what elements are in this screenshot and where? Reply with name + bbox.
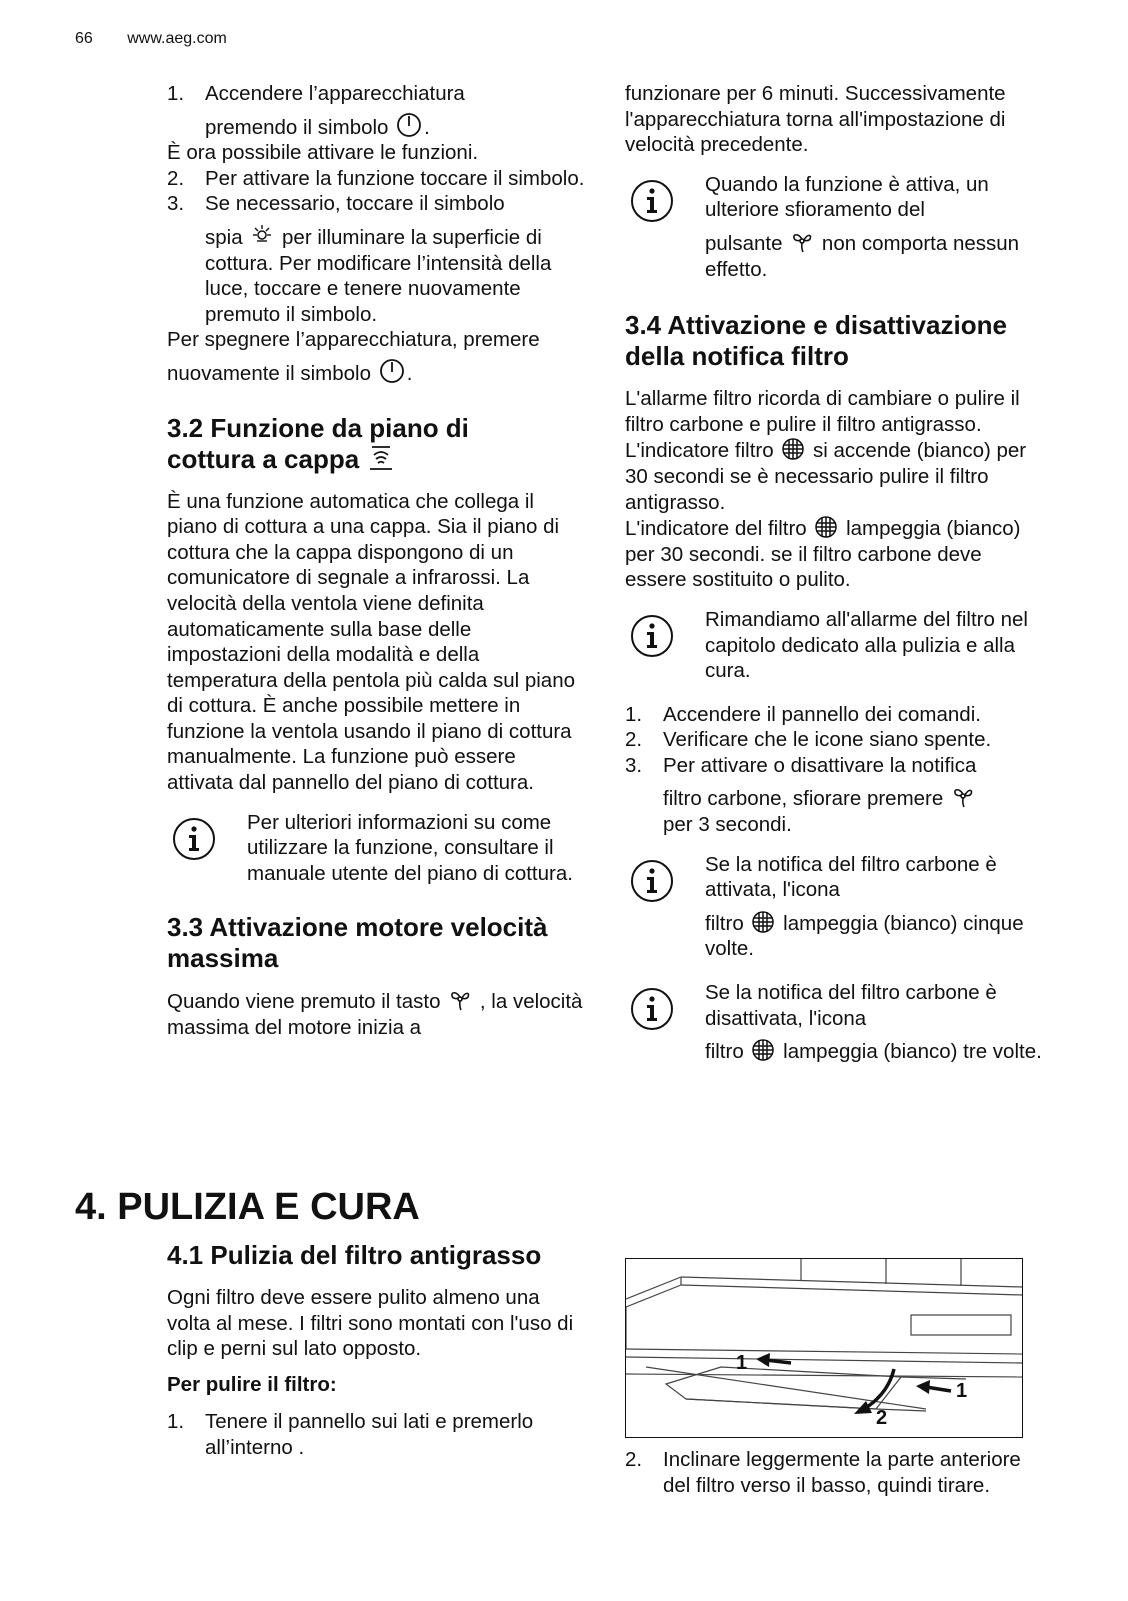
info-icon bbox=[631, 988, 673, 1030]
step-2-column bbox=[625, 1447, 1045, 1498]
info-note: Se la notifica del filtro carbone è disattivata, l'icona filtro lampeggia (bianco) tre volte. bbox=[625, 980, 1045, 1065]
info-note: Rimandiamo all'allarme del filtro nel capitolo dedicato alla pulizia e alla cura. bbox=[625, 607, 1045, 684]
list-item: 1. Accendere il pannello dei comandi. bbox=[625, 702, 981, 726]
list-item: 1. Tenere il pannello sui lati e premerlo all’interno . bbox=[167, 1410, 534, 1459]
info-icon bbox=[173, 818, 215, 860]
filter-icon bbox=[781, 437, 805, 461]
fan-icon bbox=[448, 988, 472, 1012]
section-title-3-2: 3.2 Funzione da piano di cottura a cappa bbox=[167, 412, 469, 474]
list-item: 3. Per attivare o disattivare la notifica filtro carbone, sfiorare premere per 3 secondi. bbox=[625, 753, 977, 837]
filter-icon bbox=[751, 1038, 775, 1062]
site-url: www.aeg.com bbox=[127, 30, 227, 47]
list-item: 2. Verificare che le icone siano spente. bbox=[625, 728, 992, 752]
paragraph: È ora possibile attivare le funzioni. bbox=[167, 141, 479, 165]
figure-label: 1 bbox=[956, 1380, 968, 1402]
power-icon bbox=[379, 358, 405, 384]
list-item: 2. Inclinare leggermente la parte anteriore del filtro verso il basso, quindi tirare. bbox=[625, 1448, 1021, 1497]
info-note: Se la notifica del filtro carbone è attivata, l'icona filtro lampeggia (bianco) cinque volte. bbox=[625, 852, 1045, 962]
chapter-title: 4. PULIZIA E CURA bbox=[75, 1186, 420, 1228]
light-icon bbox=[250, 224, 274, 248]
hob2hood-icon bbox=[368, 444, 394, 472]
section-title-3-4: 3.4 Attivazione e disattivazione della notifica filtro bbox=[625, 310, 1007, 372]
list-item: 2. Per attivare la funzione toccare il simbolo. bbox=[167, 166, 585, 190]
page-number: 66 bbox=[75, 30, 93, 47]
section-title-3-3: 3.3 Attivazione motore velocità massima bbox=[167, 912, 548, 974]
steps-list-a bbox=[167, 81, 587, 140]
left-column bbox=[167, 81, 587, 1041]
paragraph: È una funzione automatica che collega il piano di cottura a una cappa. Sia il piano di cottura che la cappa dispongono di un comunicatore di segnale a infrarossi. La velocità della ventola viene definita automaticamente sulla base delle impostazioni della modalità e della temperatura della pentola più calda sul piano di cottura. È anche possibile mettere in funzione la ventola usando il piano di cottura manualmente. La funzione può essere attivata dal pannello del piano di cottura. bbox=[167, 489, 575, 795]
section-title-4-1: 4.1 Pulizia del filtro antigrasso bbox=[167, 1240, 542, 1270]
fan-icon bbox=[951, 785, 975, 809]
section-4-1-column bbox=[167, 1240, 587, 1461]
steps-list-d bbox=[167, 1409, 587, 1460]
figure-label: 2 bbox=[876, 1407, 888, 1429]
power-icon bbox=[396, 112, 422, 138]
paragraph: L'indicatore del filtro lampeggia (bianco) per 30 secondi. se il filtro carbone deve essere sostituito o pulito. bbox=[625, 517, 1021, 592]
paragraph: funzionare per 6 minuti. Successivamente l'apparecchiatura torna all'impostazione di velocità precedente. bbox=[625, 82, 1006, 157]
info-note: Per ulteriori informazioni su come utilizzare la funzione, consultare il manuale utente del piano di cottura. bbox=[167, 810, 587, 887]
filter-removal-figure bbox=[625, 1258, 1023, 1438]
paragraph: Quando viene premuto il tasto , la velocità massima del motore inizia a bbox=[167, 990, 583, 1040]
steps-list-c bbox=[625, 702, 1045, 838]
right-column bbox=[625, 81, 1045, 1083]
filter-icon bbox=[814, 515, 838, 539]
subheading: Per pulire il filtro: bbox=[167, 1372, 337, 1396]
filter-icon bbox=[751, 910, 775, 934]
paragraph: L'allarme filtro ricorda di cambiare o pulire il filtro carbone e pulire il filtro antigrasso. L'indicatore filtro si accende (bianco) per 30 secondi se è necessario pulire il filtro antigrasso. bbox=[625, 387, 1027, 514]
paragraph: Per spegnere l’apparecchiatura, premere nuovamente il simbolo . bbox=[167, 328, 540, 385]
info-icon bbox=[631, 180, 673, 222]
info-icon bbox=[631, 860, 673, 902]
arrow-1-right bbox=[916, 1380, 951, 1394]
info-note: Quando la funzione è attiva, un ulteriore sfioramento del pulsante non comporta nessun effetto. bbox=[625, 172, 1045, 282]
figure-label: 1 bbox=[736, 1352, 748, 1374]
fan-icon bbox=[790, 230, 814, 254]
paragraph: Ogni filtro deve essere pulito almeno una volta al mese. I filtri sono montati con l'uso di clip e perni sul lato opposto. bbox=[167, 1286, 574, 1361]
list-item: 1. Accendere l’apparecchiatura premendo il simbolo . bbox=[167, 82, 465, 139]
steps-list-e bbox=[625, 1447, 1045, 1498]
list-item: 3. Se necessario, toccare il simbolo spia per illuminare la superficie di cottura. Per modificare l’intensità della luce, toccare e tenere nuovamente premuto il simbolo. bbox=[167, 192, 552, 326]
steps-list-b bbox=[167, 166, 587, 328]
page-header bbox=[75, 30, 257, 48]
info-icon bbox=[631, 615, 673, 657]
hood-illustration bbox=[626, 1259, 1022, 1437]
